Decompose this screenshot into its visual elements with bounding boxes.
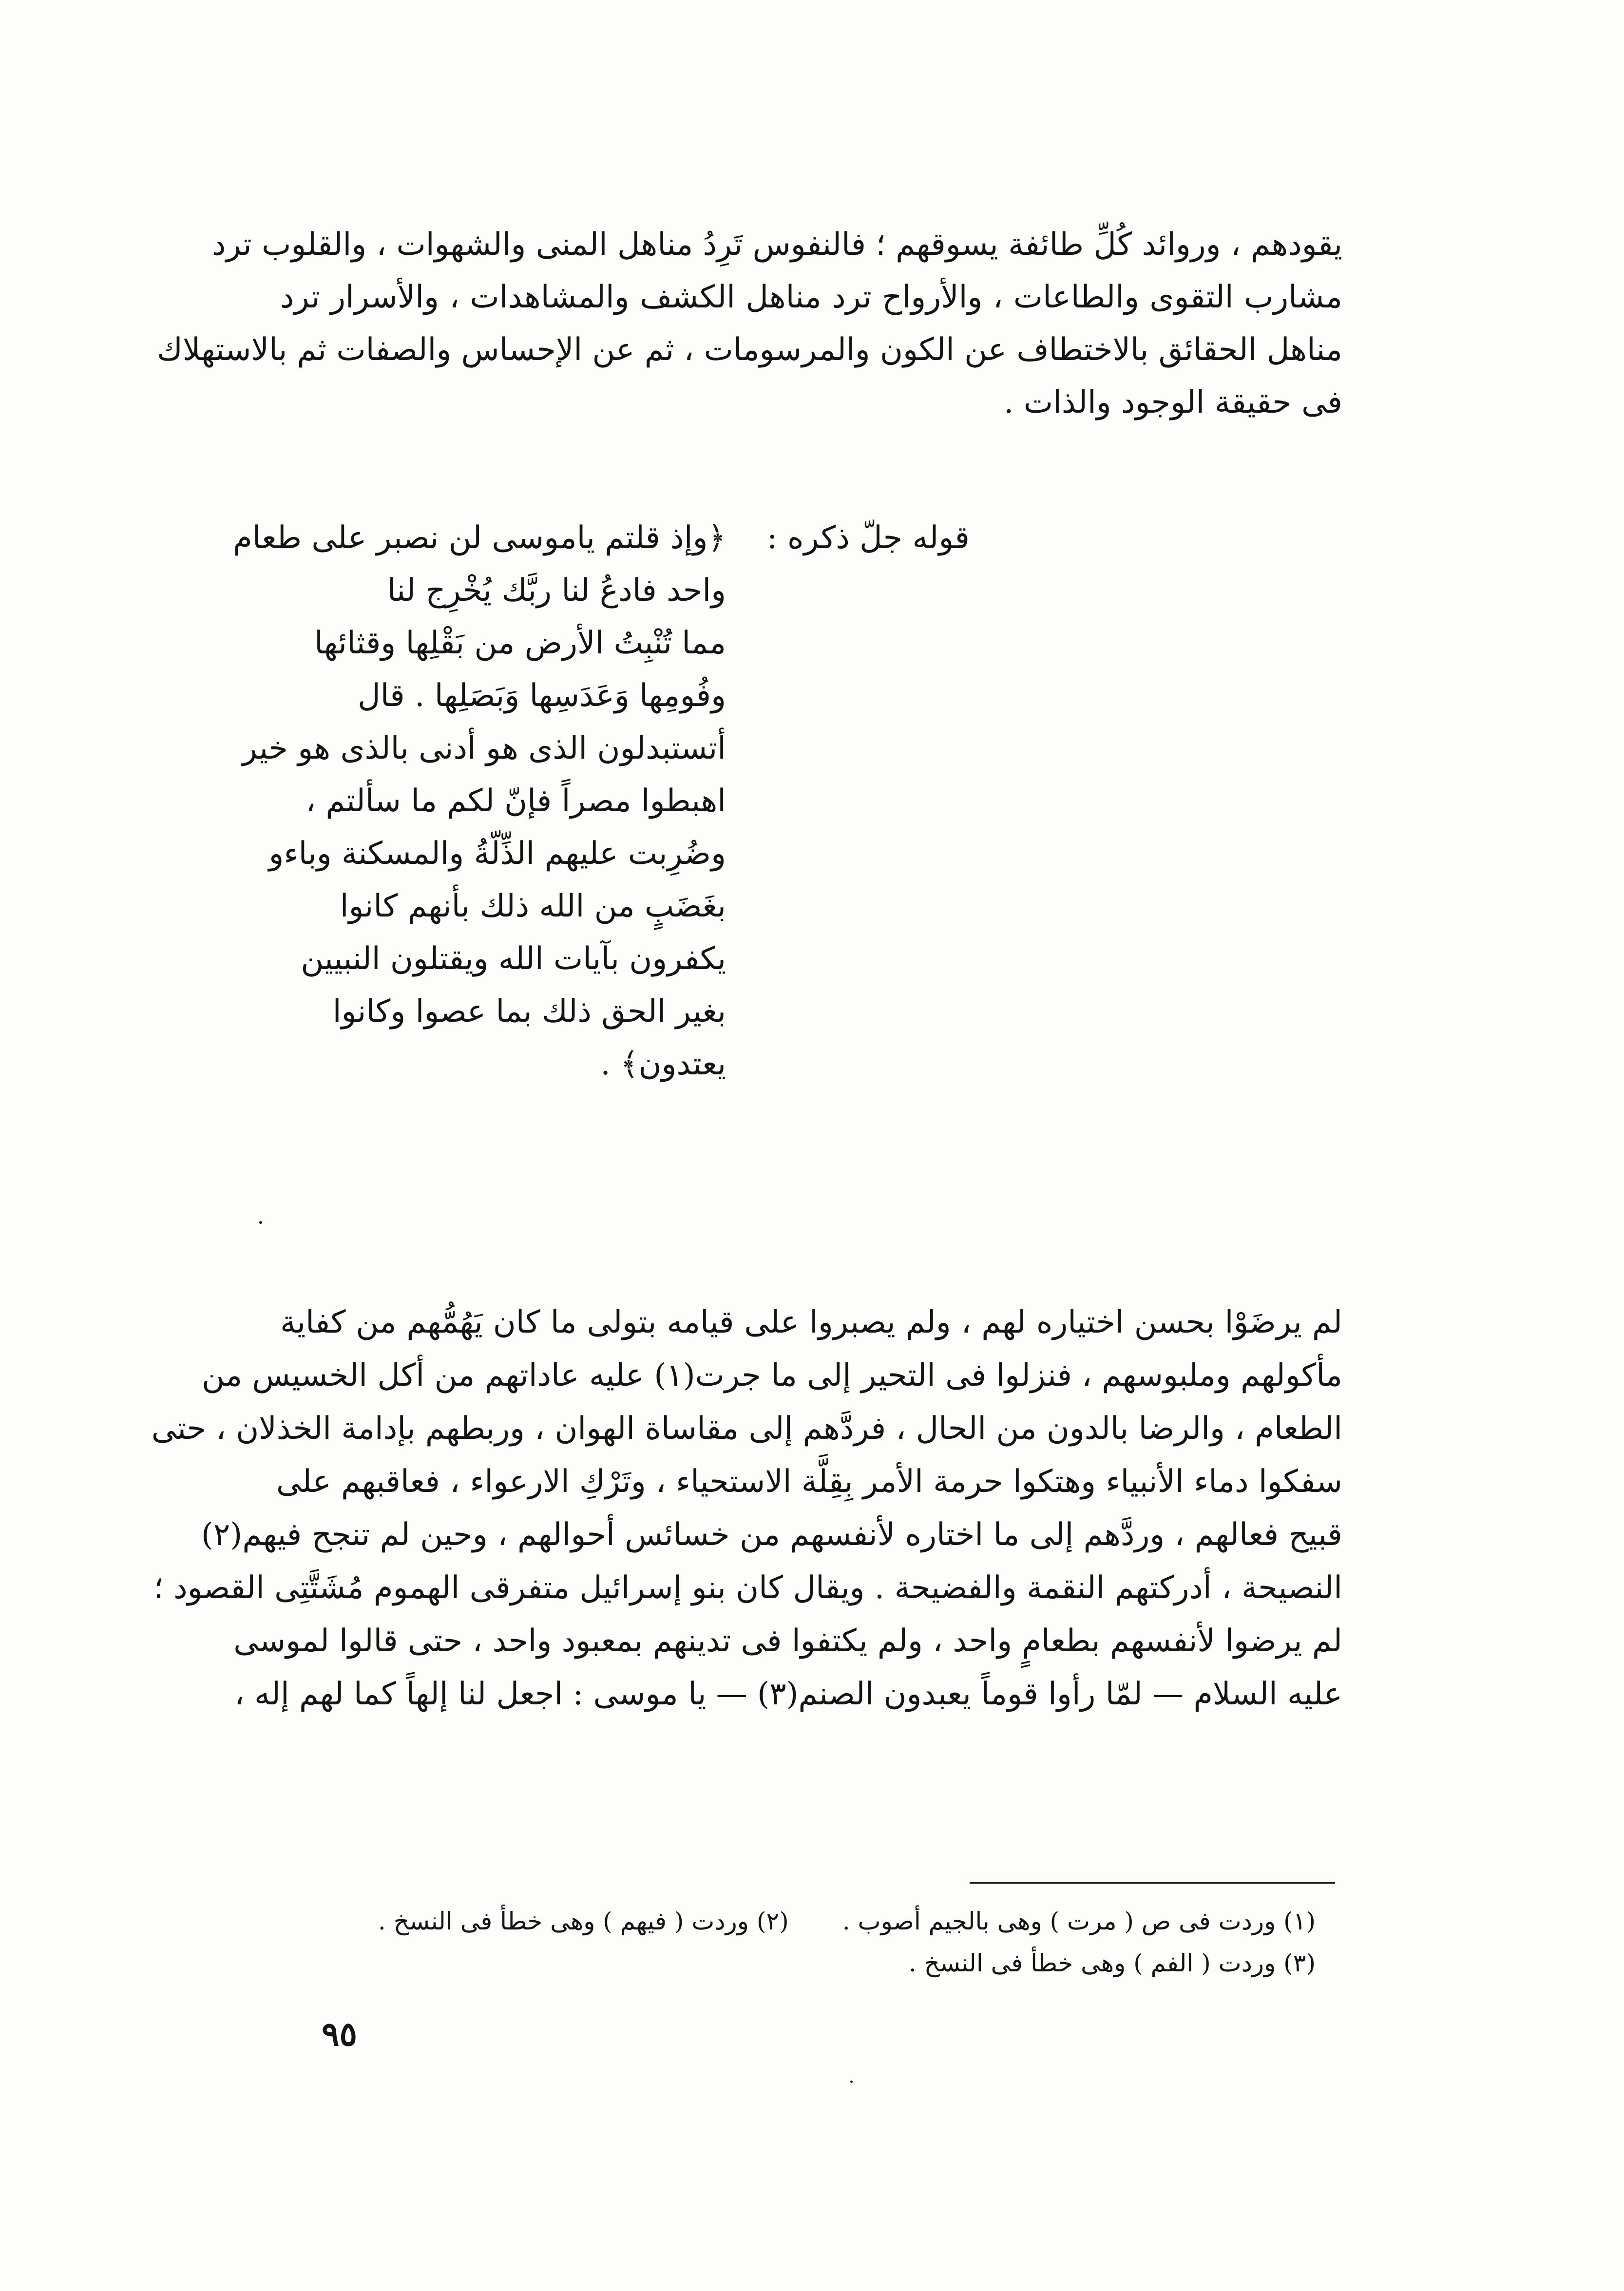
- verse-line: وضُرِبت عليهم الذِّلّةُ والمسكنة وباءو: [268, 836, 726, 872]
- verse-line: وفُومِها وَعَدَسِها وَبَصَلِها . قال: [358, 678, 726, 714]
- verse-line: يكفرون بآيات الله ويقتلون النبيين: [301, 941, 726, 977]
- top-paragraph-line: يقودهم ، وروائد كُلِّ طائفة يسوقهم ؛ فالنفوس تَرِدُ مناهل المنى والشهوات ، والقلوب ترد: [212, 227, 1342, 263]
- top-paragraph-line: فى حقيقة الوجود والذات .: [1004, 384, 1342, 420]
- footnote-row: [312, 1942, 1316, 1984]
- footnote-3: (٣) وردت ( الفم ) وهى خطأ فى النسخ .: [908, 1949, 1316, 1977]
- bottom-paragraph: [151, 1296, 1342, 1721]
- verse-line: مما تُنْبِتُ الأرض من بَقْلِها وقثائها: [314, 625, 726, 661]
- bottom-paragraph-line: عليه السلام — لمّا رأوا قوماً يعبدون الصنم(٣) — يا موسى : اجعل لنا إلهاً كما لهم إله ،: [234, 1676, 1342, 1712]
- bottom-paragraph-line: لم يرضَوْا بحسن اختياره لهم ، ولم يصبروا على قيامه بتولى ما كان يَهُمُّهم من كفاية: [280, 1304, 1342, 1340]
- verse-line: أتستبدلون الذى هو أدنى بالذى هو خير: [242, 730, 726, 766]
- verse-line: اهبطوا مصراً فإنّ لكم ما سألتم ،: [306, 783, 726, 819]
- footnote-2: (٢) وردت ( فيهم ) وهى خطأ فى النسخ .: [378, 1907, 789, 1935]
- top-paragraph-line: مشارب التقوى والطاعات ، والأرواح ترد مناهل الكشف والمشاهدات ، والأسرار ترد: [280, 279, 1342, 315]
- bottom-paragraph-line: الطعام ، والرضا بالدون من الحال ، فردَّهم إلى مقاساة الهوان ، وربطهم بإدامة الخذلان ، حتى: [151, 1411, 1342, 1447]
- bottom-paragraph-line: سفكوا دماء الأنبياء وهتكوا حرمة الأمر بِقِلَّة الاستحياء ، وتَرْكِ الارعواء ، فعاقبهم على: [276, 1464, 1342, 1500]
- page-number: ٩٥: [322, 2015, 358, 2054]
- verse-line: بغير الحق ذلك بما عصوا وكانوا: [332, 993, 726, 1030]
- footnote-row: [312, 1900, 1316, 1942]
- scan-speck: [259, 1221, 262, 1224]
- bottom-paragraph-line: لم يرضوا لأنفسهم بطعامٍ واحد ، ولم يكتفوا فى تدينهم بمعبود واحد ، حتى قالوا لموسى: [233, 1623, 1342, 1659]
- footnote-1: (١) وردت فى ص ( مرت ) وهى بالجيم أصوب .: [842, 1907, 1316, 1935]
- scan-speck: [850, 2081, 853, 2083]
- bottom-paragraph-line: مأكولهم وملبوسهم ، فنزلوا فى التحير إلى ما جرت(١) عليه عاداتهم من أكل الخسيس من: [202, 1357, 1342, 1394]
- verse-line: واحد فادعُ لنا ربَّك يُخْرِج لنا: [387, 573, 726, 609]
- bottom-paragraph-line: النصيحة ، أدركتهم النقمة والفضيحة . ويقال كان بنو إسرائيل متفرقى الهموم مُشَتَّتِى القصود ؛: [153, 1570, 1342, 1606]
- quran-verse-block: [233, 512, 726, 1090]
- bottom-paragraph-line: قبيح فعالهم ، وردَّهم إلى ما اختاره لأنفسهم من خسائس أحوالهم ، وحين لم تنجح فيهم(٢): [201, 1517, 1342, 1553]
- verse-line: يعتدون﴾ .: [600, 1046, 726, 1082]
- top-paragraph-line: مناهل الحقائق بالاختطاف عن الكون والمرسومات ، ثم عن الإحساس والصفات ثم بالاستهلاك: [157, 332, 1342, 368]
- verse-heading: قوله جلّ ذكره :: [767, 520, 970, 556]
- top-paragraph: [157, 218, 1342, 429]
- verse-line: بغَضَبٍ من الله ذلك بأنهم كانوا: [340, 888, 726, 924]
- verse-line: ﴿وإذ قلتم ياموسى لن نصبر على طعام: [233, 520, 726, 556]
- footnotes: [312, 1900, 1316, 1984]
- footnote-divider: [970, 1882, 1335, 1884]
